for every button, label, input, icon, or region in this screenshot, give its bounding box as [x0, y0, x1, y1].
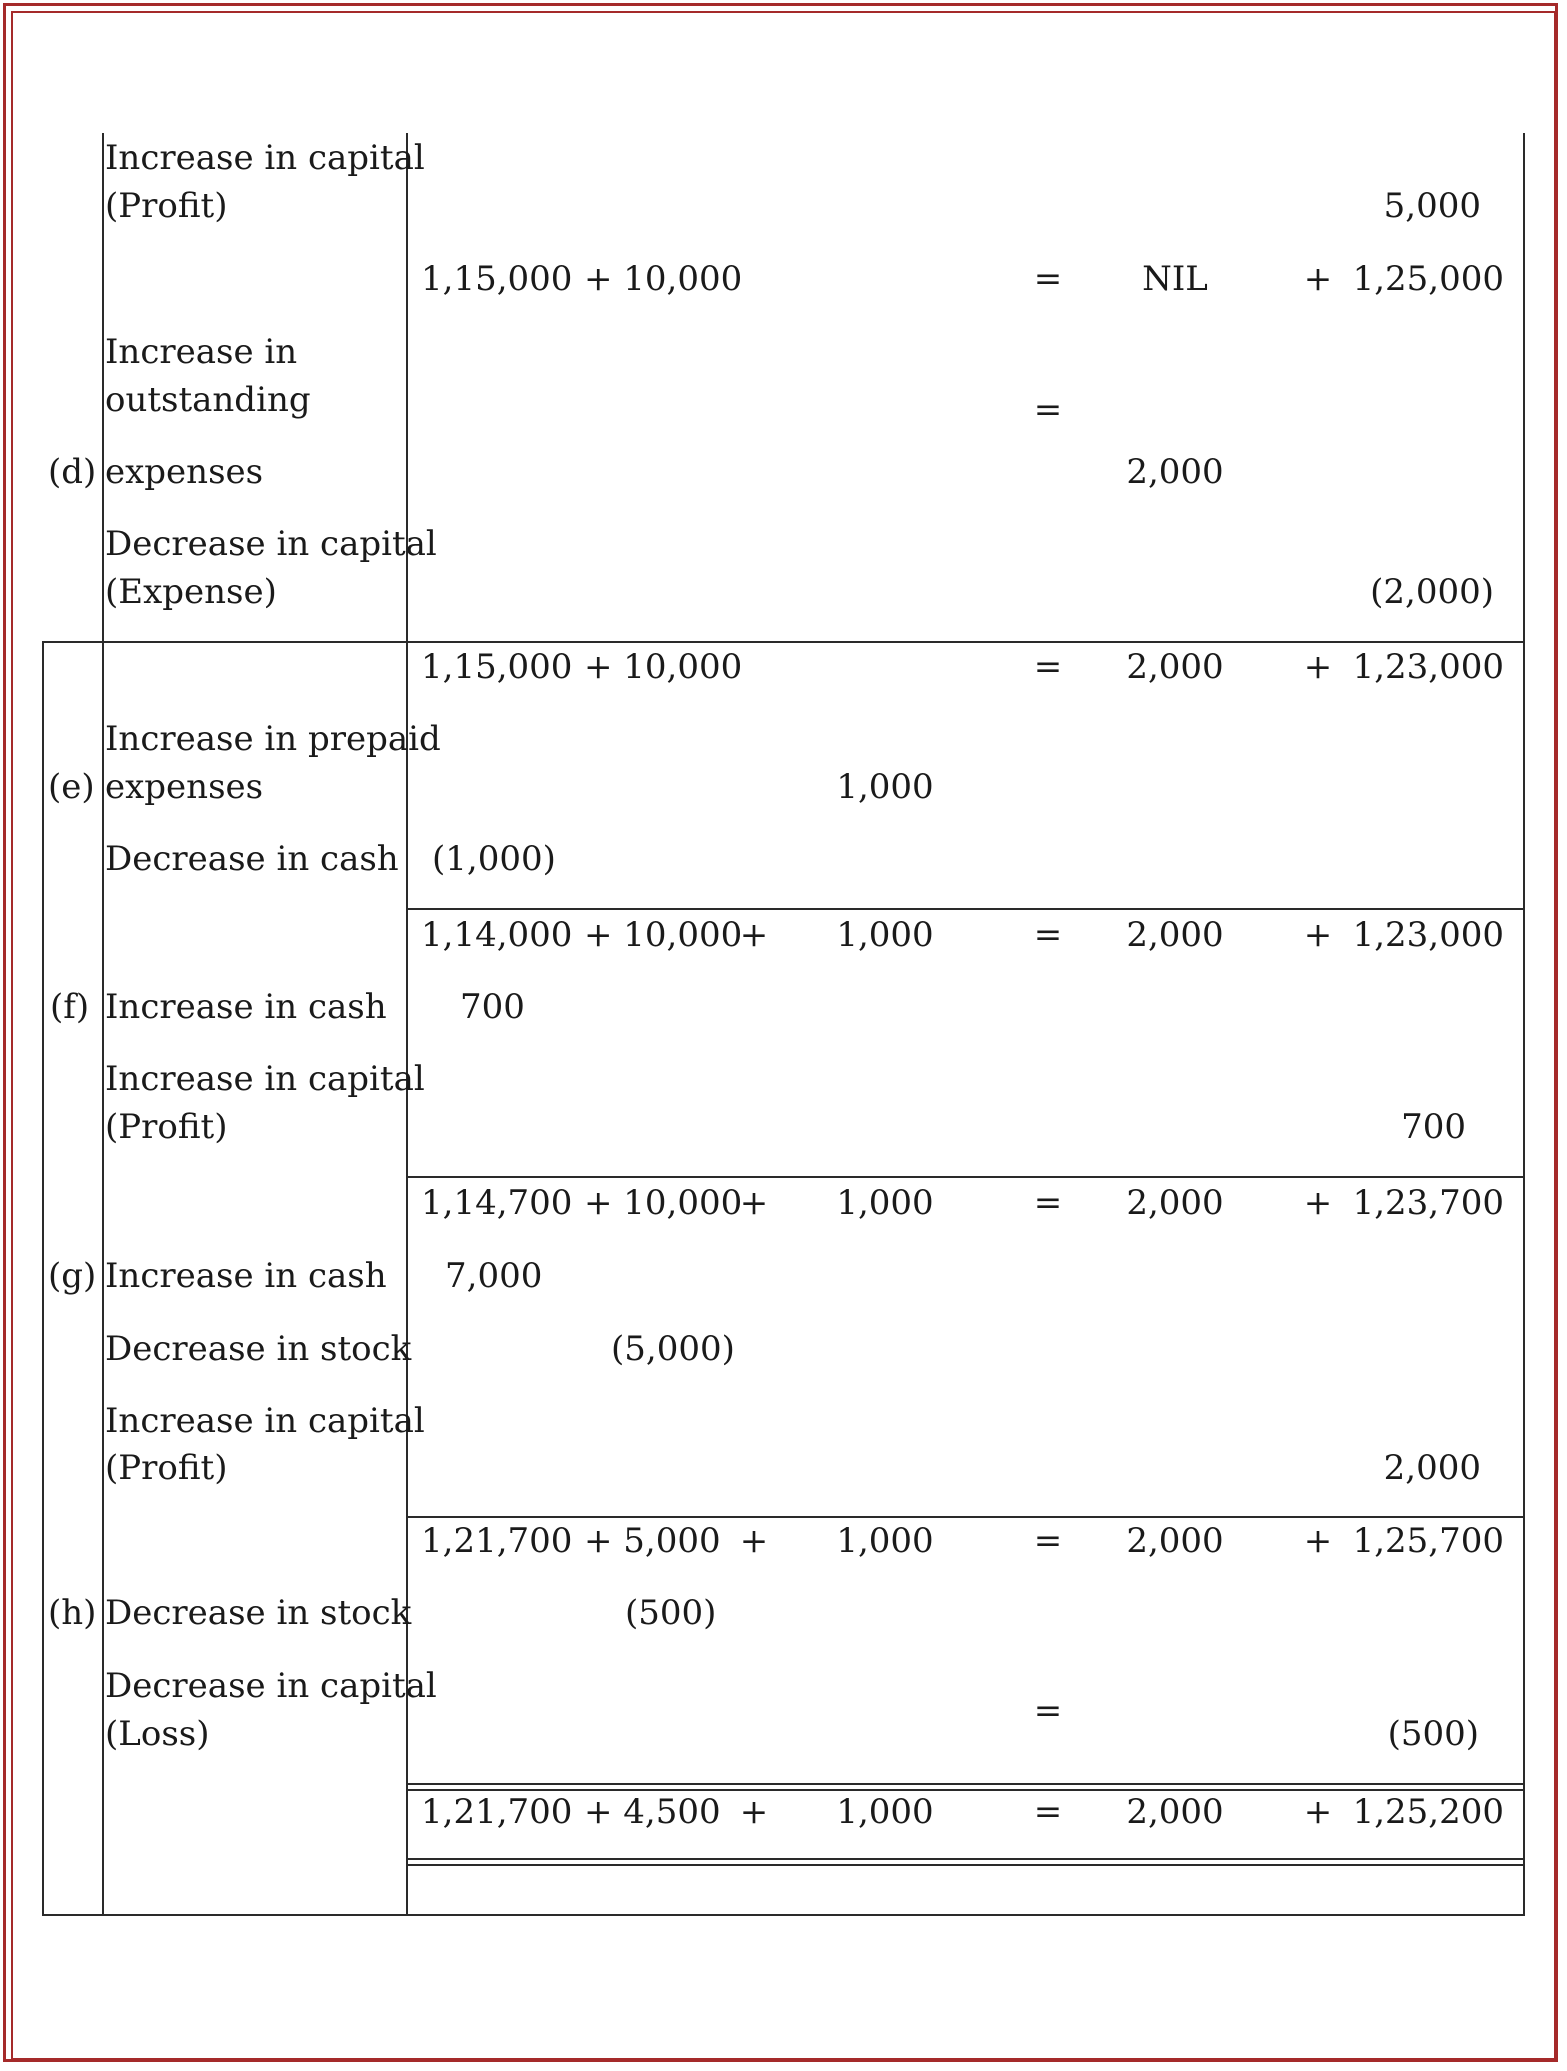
c-desc-line2: (Profit) [105, 186, 228, 226]
f-capital-value: 700 [1401, 1107, 1466, 1147]
bal-g-liabilities: 2,000 [1126, 1521, 1224, 1561]
bal-e-stock: + 10,000 [584, 915, 743, 955]
bal-c-stock: + 10,000 [584, 259, 743, 299]
e-tag: (e) [48, 767, 95, 807]
bal-e-plus: + [1303, 915, 1333, 955]
rule-after-h-1 [406, 1783, 1525, 1785]
d-equals: = [1033, 390, 1063, 430]
bal-g-prepaid: 1,000 [836, 1521, 934, 1561]
bal-f-prepaid: 1,000 [836, 1183, 934, 1223]
bal-f-liabilities: 2,000 [1126, 1183, 1224, 1223]
d-desc-line4: Decrease in capital [105, 524, 437, 564]
d-desc-line1: Increase in [105, 332, 298, 372]
table-left-border [42, 642, 44, 1916]
h-tag: (h) [48, 1593, 97, 1633]
bal-g-cash: 1,21,700 [421, 1521, 573, 1561]
bal-g-plus1: + [739, 1521, 769, 1561]
d-liabilities-value: 2,000 [1126, 452, 1224, 492]
d-tag: (d) [48, 452, 97, 492]
f-desc-line3: (Profit) [105, 1107, 228, 1147]
bal-f-capital: 1,23,700 [1352, 1183, 1504, 1223]
g-desc-line2: Decrease in stock [105, 1329, 412, 1369]
bal-d-cash: 1,15,000 [421, 647, 573, 687]
bal-g-stock: + 5,000 [584, 1521, 721, 1561]
bal-h-plus1: + [739, 1792, 769, 1832]
bal-d-plus: + [1303, 647, 1333, 687]
bal-g-equals: = [1033, 1521, 1063, 1561]
rule-after-g [406, 1516, 1525, 1518]
bal-h-prepaid: 1,000 [836, 1792, 934, 1832]
d-desc-line5: (Expense) [105, 572, 277, 612]
e-desc-line1: Increase in prepaid [105, 719, 441, 759]
f-desc-line2: Increase in capital [105, 1059, 425, 1099]
e-prepaid-value: 1,000 [836, 767, 934, 807]
bal-h-stock: + 4,500 [584, 1792, 721, 1832]
bal-f-plus1: + [739, 1183, 769, 1223]
bal-f-cash: 1,14,700 [421, 1183, 573, 1223]
h-desc-line2: Decrease in capital [105, 1666, 437, 1706]
e-cash-value: (1,000) [432, 839, 556, 879]
f-cash-value: 700 [460, 987, 525, 1027]
d-capital-value: (2,000) [1370, 572, 1494, 612]
bal-h-plus: + [1303, 1792, 1333, 1832]
h-equals: = [1033, 1691, 1063, 1731]
g-desc-line4: (Profit) [105, 1448, 228, 1488]
bal-d-equals: = [1033, 647, 1063, 687]
bal-c-equals: = [1033, 259, 1063, 299]
page-border-inner [11, 11, 1556, 2060]
bal-g-plus: + [1303, 1521, 1333, 1561]
rule-after-e [406, 908, 1525, 910]
h-stock-value: (500) [625, 1593, 717, 1633]
g-tag: (g) [48, 1256, 97, 1296]
g-desc-line1: Increase in cash [105, 1256, 387, 1296]
bal-e-equals: = [1033, 915, 1063, 955]
bal-d-stock: + 10,000 [584, 647, 743, 687]
bal-c-plus: + [1303, 259, 1333, 299]
bal-c-liabilities: NIL [1142, 259, 1208, 299]
d-desc-line3: expenses [105, 452, 264, 492]
bal-h-capital: 1,25,200 [1352, 1792, 1504, 1832]
e-desc-line2: expenses [105, 767, 264, 807]
bal-f-plus: + [1303, 1183, 1333, 1223]
e-desc-line3: Decrease in cash [105, 839, 399, 879]
rule-total-1 [406, 1858, 1525, 1860]
bal-e-liabilities: 2,000 [1126, 915, 1224, 955]
bal-f-stock: + 10,000 [584, 1183, 743, 1223]
h-desc-line3: (Loss) [105, 1714, 210, 1754]
bal-d-capital: 1,23,000 [1352, 647, 1504, 687]
bal-e-prepaid: 1,000 [836, 915, 934, 955]
table-bottom-border [42, 1914, 1525, 1916]
bal-d-liabilities: 2,000 [1126, 647, 1224, 687]
column-divider-tag [102, 133, 104, 1916]
bal-c-capital: 1,25,000 [1352, 259, 1504, 299]
bal-e-capital: 1,23,000 [1352, 915, 1504, 955]
bal-g-capital: 1,25,700 [1352, 1521, 1504, 1561]
h-desc-line1: Decrease in stock [105, 1593, 412, 1633]
g-capital-value: 2,000 [1383, 1448, 1481, 1488]
c-capital-value: 5,000 [1383, 186, 1481, 226]
h-capital-value: (500) [1387, 1714, 1479, 1754]
bal-c-cash: 1,15,000 [421, 259, 573, 299]
f-desc-line1: Increase in cash [105, 987, 387, 1027]
bal-e-cash: 1,14,000 [421, 915, 573, 955]
table-right-border [1523, 133, 1525, 1916]
bal-h-cash: 1,21,700 [421, 1792, 573, 1832]
c-desc-line1: Increase in capital [105, 138, 425, 178]
rule-after-d [42, 641, 1525, 643]
rule-after-f [406, 1176, 1525, 1178]
rule-total-2 [406, 1864, 1525, 1866]
bal-h-liabilities: 2,000 [1126, 1792, 1224, 1832]
g-cash-value: 7,000 [445, 1256, 543, 1296]
bal-f-equals: = [1033, 1183, 1063, 1223]
d-desc-line2: outstanding [105, 380, 311, 420]
column-divider-description [406, 133, 408, 1916]
bal-e-plus1: + [739, 915, 769, 955]
g-desc-line3: Increase in capital [105, 1401, 425, 1441]
bal-h-equals: = [1033, 1792, 1063, 1832]
f-tag: (f) [50, 987, 90, 1027]
g-stock-value: (5,000) [611, 1329, 735, 1369]
